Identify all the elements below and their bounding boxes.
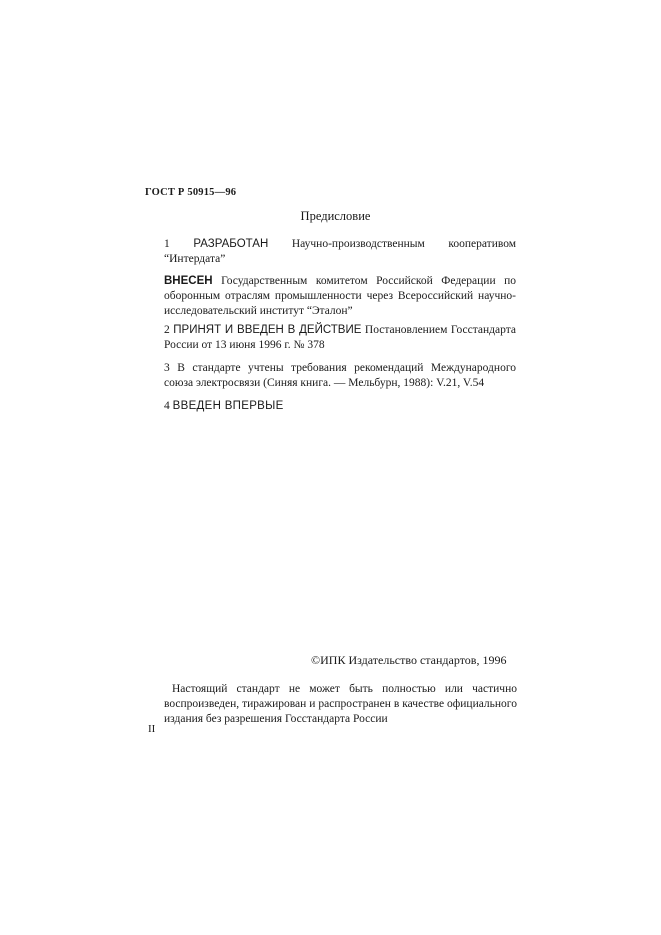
item-text: Постановлением Госстандарта России от 13 июня 1996 г. № 378 [164,324,517,351]
item-label: ПРИНЯТ И ВВЕДЕН В ДЕЙСТВИЕ [173,324,362,336]
item-text: Государственным комитетом Российской Федерации по оборонным отраслям промышленности через Всероссийский научно-исследовательский институт “Эталон” [164,275,516,317]
preface-title: Предисловие [300,209,371,223]
copyright-line: ©ИПК Издательство стандартов, 1996 [311,653,507,667]
item-number: 1 [164,238,170,250]
preface-item-1 [164,237,516,267]
page-number: II [148,723,156,735]
item-number: 2 [164,324,170,336]
item-number: 3 [164,362,170,374]
preface-item-2 [164,323,516,353]
preface-item-3 [164,361,516,391]
item-label: ВНЕСЕН [164,275,213,287]
item-text: В стандарте учтены требования рекомендаций Международного союза электросвязи (Синяя книга. — Мельбурн, 1988): V.21, V.54 [164,362,516,389]
item-text: Научно-производственным кооперативом “Интердата” [164,238,517,265]
copyright-notice: Настоящий стандарт не может быть полностью или частично воспроизведен, тиражирован и распространен в качестве официального издания без разрешения Госстандарта России [164,683,517,725]
preface-item-introduced [164,274,516,319]
item-number: 4 [164,400,170,412]
document-code: ГОСТ Р 50915—96 [145,187,237,198]
preface-item-4 [164,399,516,414]
item-label: РАЗРАБОТАН [193,238,269,250]
item-label: ВВЕДЕН ВПЕРВЫЕ [172,400,284,412]
